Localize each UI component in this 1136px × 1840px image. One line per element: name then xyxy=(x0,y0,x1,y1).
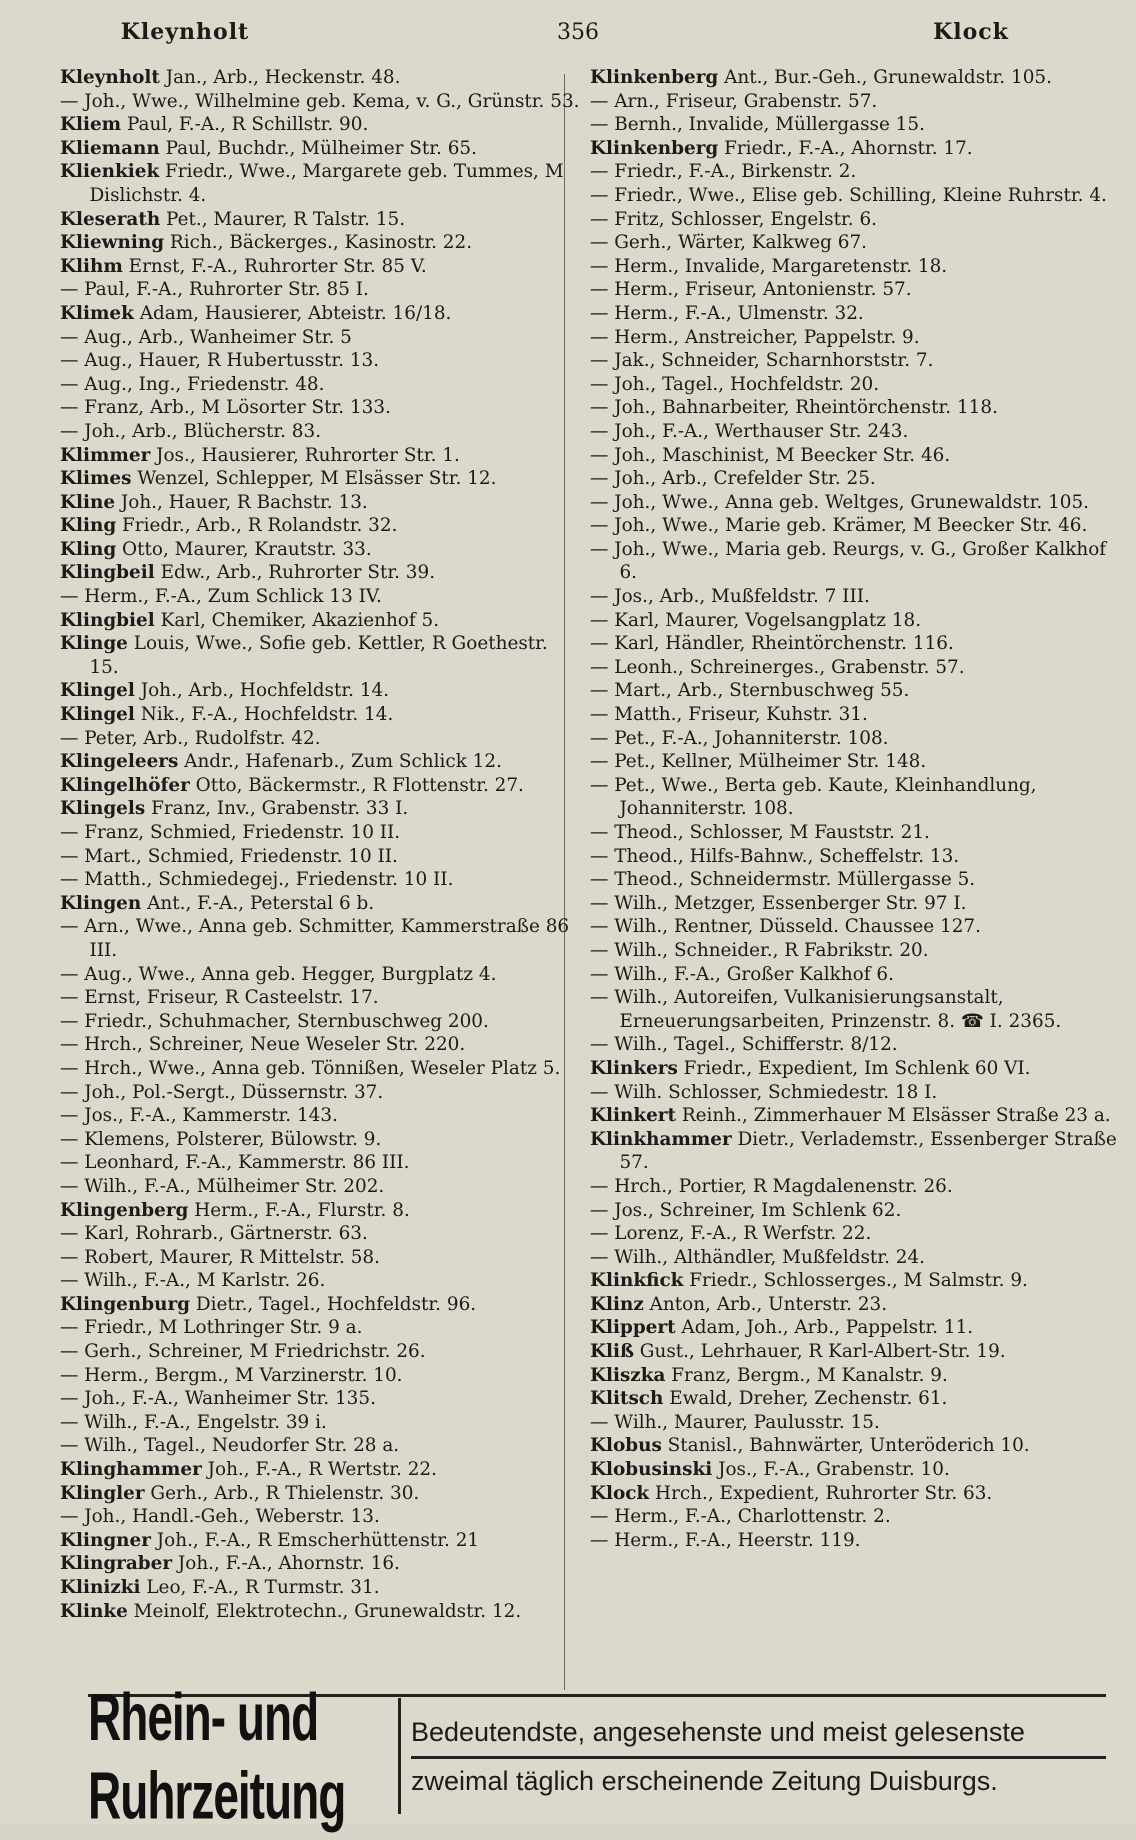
directory-entry xyxy=(590,821,1120,845)
directory-entry xyxy=(590,1529,1120,1553)
entry-details: Otto, Maurer, Krautstr. 33. xyxy=(116,538,372,560)
entry-details: — Leonhard, F.-A., Kammerstr. 86 III. xyxy=(60,1152,410,1174)
entry-surname: Klingler xyxy=(60,1482,145,1504)
directory-entry xyxy=(590,632,1120,656)
entry-surname: Klinke xyxy=(60,1600,128,1622)
directory-entry xyxy=(590,302,1120,326)
entry-details: Herm., F.-A., Flurstr. 8. xyxy=(188,1199,410,1221)
entry-details: Leo, F.-A., R Turmstr. 31. xyxy=(140,1577,380,1598)
entry-details: Rich., Bäckerges., Kasinostr. 22. xyxy=(164,232,473,254)
directory-entry xyxy=(60,727,580,751)
entry-details: — Peter, Arb., Rudolfstr. 42. xyxy=(60,727,321,749)
directory-entry xyxy=(60,1246,580,1270)
entry-details: — Herm., Invalide, Margaretenstr. 18. xyxy=(590,255,948,277)
entry-details: Louis, Wwe., Sofie geb. Kettler, R Goethestr. 15. xyxy=(89,633,548,678)
entry-surname: Klinkert xyxy=(590,1105,676,1127)
directory-entry xyxy=(60,1387,580,1411)
directory-entry xyxy=(60,679,580,703)
directory-entry xyxy=(60,208,580,232)
entry-surname: Kling xyxy=(60,538,117,560)
entry-details: — Herm., F.-A., Heerstr. 119. xyxy=(590,1529,861,1551)
entry-details: — Jos., Schreiner, Im Schlenk 62. xyxy=(590,1199,902,1221)
entry-details: — Karl, Händler, Rheintörchenstr. 116. xyxy=(590,633,954,655)
directory-entry xyxy=(590,750,1120,774)
directory-entry xyxy=(590,538,1120,585)
entry-details: Edw., Arb., Ruhrorter Str. 39. xyxy=(154,562,436,584)
entry-details: — Bernh., Invalide, Müllergasse 15. xyxy=(590,114,925,136)
entry-surname: Klinkenberg xyxy=(590,137,719,159)
entry-details: — Pet., Wwe., Berta geb. Kaute, Kleinhandlung, Johanniterstr. 108. xyxy=(590,774,1037,820)
entry-details: — Friedr., Schuhmacher, Sternbuschweg 200. xyxy=(60,1010,489,1032)
entry-surname: Klinkers xyxy=(590,1057,678,1079)
entry-details: — Aug., Ing., Friedenstr. 48. xyxy=(60,373,325,395)
entry-surname: Klingen xyxy=(60,892,142,914)
entry-details: Pet., Maurer, R Talstr. 15. xyxy=(160,208,406,230)
entry-details: — Leonh., Schreinerges., Grabenstr. 57. xyxy=(590,656,965,678)
directory-entry xyxy=(60,1081,580,1105)
entry-details: — Herm., F.-A., Ulmenstr. 32. xyxy=(590,302,864,324)
entry-details: — Mart., Arb., Sternbuschweg 55. xyxy=(590,680,910,702)
directory-entry xyxy=(590,963,1120,987)
entry-details: — Wilh., Metzger, Essenberger Str. 97 I. xyxy=(590,892,967,914)
directory-entry xyxy=(60,986,580,1010)
directory-entry xyxy=(590,90,1120,114)
directory-entry xyxy=(590,1175,1120,1199)
directory-entry xyxy=(60,66,580,90)
entry-details: Paul, Buchdr., Mülheimer Str. 65. xyxy=(159,137,477,159)
entry-details: Otto, Bäckermstr., R Flottenstr. 27. xyxy=(189,774,524,796)
directory-entry xyxy=(590,1057,1120,1081)
entry-surname: Klinz xyxy=(590,1293,644,1315)
directory-entry xyxy=(590,255,1120,279)
directory-entry xyxy=(590,1364,1120,1388)
entry-details: — Pet., F.-A., Johanniterstr. 108. xyxy=(590,727,889,749)
entry-details: — Wilh., F.-A., Mülheimer Str. 202. xyxy=(60,1175,385,1197)
ad-line-2: zweimal täglich erscheinende Zeitung Duisburgs. xyxy=(411,1765,998,1796)
entry-details: — Matth., Friseur, Kuhstr. 31. xyxy=(590,704,868,726)
entry-surname: Kliemann xyxy=(60,137,160,159)
entry-details: — Theod., Hilfs-Bahnw., Scheffelstr. 13. xyxy=(590,845,960,867)
directory-entry xyxy=(60,1269,580,1293)
entry-surname: Kliszka xyxy=(590,1364,666,1386)
entry-surname: Kliß xyxy=(590,1341,634,1363)
directory-entry xyxy=(590,1246,1120,1270)
directory-entry xyxy=(60,868,580,892)
directory-entry xyxy=(590,868,1120,892)
directory-entry xyxy=(590,1458,1120,1482)
directory-entry xyxy=(590,396,1120,420)
directory-entry xyxy=(60,113,580,137)
entry-details: — Gerh., Wärter, Kalkweg 67. xyxy=(590,232,867,254)
directory-entry xyxy=(590,703,1120,727)
directory-entry xyxy=(60,1529,580,1553)
directory-entry xyxy=(60,1010,580,1034)
entry-surname: Klimek xyxy=(60,302,134,324)
entry-details: Friedr., Arb., R Rolandstr. 32. xyxy=(116,515,398,537)
directory-entry xyxy=(60,609,580,633)
entry-details: — Wilh., F.-A., Engelstr. 39 i. xyxy=(60,1411,327,1433)
entry-details: — Mart., Schmied, Friedenstr. 10 II. xyxy=(60,845,398,867)
directory-entry xyxy=(60,797,580,821)
directory-entry xyxy=(590,1387,1120,1411)
directory-entry xyxy=(60,1505,580,1529)
entry-details: — Aug., Arb., Wanheimer Str. 5 xyxy=(60,326,352,348)
entry-surname: Klock xyxy=(590,1482,650,1504)
directory-entry xyxy=(60,1482,580,1506)
entry-surname: Klingraber xyxy=(60,1553,173,1575)
entry-details: Franz, Inv., Grabenstr. 33 I. xyxy=(145,798,409,820)
directory-entry xyxy=(590,1128,1120,1175)
entry-details: Ernst, F.-A., Ruhrorter Str. 85 V. xyxy=(122,255,427,277)
directory-entry xyxy=(590,160,1120,184)
entry-details: Gerh., Arb., R Thielenstr. 30. xyxy=(144,1482,420,1504)
directory-entry xyxy=(60,892,580,916)
entry-details: — Herm., Friseur, Antonienstr. 57. xyxy=(590,279,912,301)
entry-details: — Franz, Arb., M Lösorter Str. 133. xyxy=(60,397,391,419)
entry-details: — Arn., Friseur, Grabenstr. 57. xyxy=(590,90,878,112)
entry-details: — Karl, Maurer, Vogelsangplatz 18. xyxy=(590,609,922,631)
ad-brand-name: Rhein- und Ruhrzeitung xyxy=(88,1679,346,1833)
entry-details: Friedr., Wwe., Margarete geb. Tummes, M Dislichstr. 4. xyxy=(89,161,564,206)
entry-surname: Klingelhöfer xyxy=(60,774,190,796)
directory-entry xyxy=(590,1505,1120,1529)
entry-details: Hrch., Expedient, Ruhrorter Str. 63. xyxy=(649,1482,993,1504)
entry-details: — Joh., Arb., Crefelder Str. 25. xyxy=(590,468,876,490)
entry-details: Karl, Chemiker, Akazienhof 5. xyxy=(154,609,440,631)
directory-entry xyxy=(60,1033,580,1057)
directory-entry xyxy=(60,538,580,562)
entry-details: — Theod., Schlosser, M Fauststr. 21. xyxy=(590,822,930,843)
entry-details: — Matth., Schmiedegej., Friedenstr. 10 II. xyxy=(60,869,454,891)
directory-entry xyxy=(60,821,580,845)
entry-surname: Klimmer xyxy=(60,444,151,466)
entry-surname: Kline xyxy=(60,491,116,513)
entry-details: — Joh., Wwe., Maria geb. Reurgs, v. G., Großer Kalkhof 6. xyxy=(590,538,1107,584)
entry-details: — Wilh., Autoreifen, Vulkanisierungsanstalt, Erneuerungsarbeiten, Prinzenstr. 8. ☎ I. 2365. xyxy=(590,987,1062,1032)
directory-entry xyxy=(590,1199,1120,1223)
directory-entry xyxy=(590,1316,1120,1340)
directory-entry xyxy=(590,892,1120,916)
entry-details: — Joh., Wwe., Marie geb. Krämer, M Beecker Str. 46. xyxy=(590,515,1088,537)
directory-entry xyxy=(60,1151,580,1175)
entry-details: Stanisl., Bahnwärter, Unteröderich 10. xyxy=(661,1435,1030,1457)
entry-details: — Aug., Hauer, R Hubertusstr. 13. xyxy=(60,350,380,372)
directory-entry xyxy=(60,1576,580,1600)
entry-surname: Kliem xyxy=(60,114,122,136)
entry-details: — Wilh., Tagel., Neudorfer Str. 28 a. xyxy=(60,1435,400,1457)
directory-entry xyxy=(590,113,1120,137)
entry-details: — Arn., Wwe., Anna geb. Schmitter, Kammerstraße 86 III. xyxy=(60,916,570,961)
entry-surname: Klienkiek xyxy=(60,161,160,183)
entry-details: — Franz, Schmied, Friedenstr. 10 II. xyxy=(60,822,401,843)
directory-entry xyxy=(590,137,1120,161)
entry-surname: Klingels xyxy=(60,798,146,820)
directory-entry xyxy=(60,302,580,326)
directory-entry xyxy=(60,396,580,420)
entry-details: Jos., F.-A., Grabenstr. 10. xyxy=(712,1459,950,1481)
directory-entry xyxy=(590,514,1120,538)
page-header xyxy=(60,14,1096,50)
entry-details: Joh., F.-A., R Emscherhüttenstr. 21 xyxy=(150,1529,480,1551)
entry-details: — Ernst, Friseur, R Casteelstr. 17. xyxy=(60,987,379,1009)
directory-entry xyxy=(60,845,580,869)
directory-entry xyxy=(60,90,580,114)
directory-entry xyxy=(590,184,1120,208)
entry-details: Jan., Arb., Heckenstr. 48. xyxy=(159,67,401,88)
entry-details: Nik., F.-A., Hochfeldstr. 14. xyxy=(134,704,394,726)
entry-details: Friedr., Schlosserges., M Salmstr. 9. xyxy=(683,1270,1028,1292)
entry-surname: Klingel xyxy=(60,680,135,702)
entry-details: — Joh., Tagel., Hochfeldstr. 20. xyxy=(590,373,880,395)
directory-entry xyxy=(590,609,1120,633)
directory-entry xyxy=(60,444,580,468)
entry-details: — Wilh., Althändler, Mußfeldstr. 24. xyxy=(590,1246,926,1268)
entry-details: — Joh., Wwe., Anna geb. Weltges, Grunewaldstr. 105. xyxy=(590,491,1090,513)
entry-details: — Herm., F.-A., Charlottenstr. 2. xyxy=(590,1506,891,1528)
entry-details: — Jos., Arb., Mußfeldstr. 7 III. xyxy=(590,586,870,608)
directory-entry xyxy=(60,137,580,161)
entry-details: Joh., F.-A., Ahornstr. 16. xyxy=(172,1553,400,1575)
directory-entry xyxy=(60,1175,580,1199)
newspaper-advertisement xyxy=(88,1679,1106,1833)
entry-surname: Klippert xyxy=(590,1317,676,1339)
entry-surname: Klinge xyxy=(60,633,128,655)
entry-details: — Joh., Wwe., Wilhelmine geb. Kema, v. G., Grünstr. 53. xyxy=(60,90,580,112)
entry-details: Ant., F.-A., Peterstal 6 b. xyxy=(141,892,375,914)
entry-details: — Joh., Maschinist, M Beecker Str. 46. xyxy=(590,444,951,466)
entry-details: — Jak., Schneider, Scharnhorststr. 7. xyxy=(590,350,934,372)
directory-entry xyxy=(590,326,1120,350)
ad-line-1: Bedeutendste, angesehenste und meist gelesenste xyxy=(411,1710,1106,1759)
directory-entry xyxy=(590,278,1120,302)
entry-surname: Klobusinski xyxy=(590,1459,713,1481)
directory-entry xyxy=(590,1222,1120,1246)
directory-entry xyxy=(590,774,1120,821)
directory-entry xyxy=(60,750,580,774)
entry-surname: Klinkfick xyxy=(590,1270,684,1292)
entry-details: — Wilh., Tagel., Schifferstr. 8/12. xyxy=(590,1034,898,1056)
entry-surname: Klinizki xyxy=(60,1577,141,1598)
entry-details: — Robert, Maurer, R Mittelstr. 58. xyxy=(60,1246,380,1268)
entry-surname: Klingner xyxy=(60,1529,151,1551)
directory-entry xyxy=(60,1316,580,1340)
entry-surname: Klingenburg xyxy=(60,1293,191,1315)
entry-details: — Wilh. Schlosser, Schmiedestr. 18 I. xyxy=(590,1081,938,1103)
directory-entry xyxy=(590,491,1120,515)
directory-entry xyxy=(590,1104,1120,1128)
directory-entry xyxy=(590,66,1120,90)
entry-details: — Joh., F.-A., Wanheimer Str. 135. xyxy=(60,1388,376,1410)
directory-entry xyxy=(60,278,580,302)
entry-details: — Wilh., F.-A., Großer Kalkhof 6. xyxy=(590,963,894,985)
directory-entry xyxy=(60,1411,580,1435)
entry-details: — Joh., F.-A., Werthauser Str. 243. xyxy=(590,420,909,442)
entry-details: Meinolf, Elektrotechn., Grunewaldstr. 12. xyxy=(127,1600,522,1622)
directory-entry xyxy=(60,1128,580,1152)
directory-entry xyxy=(590,939,1120,963)
entry-details: — Wilh., Rentner, Düsseld. Chaussee 127. xyxy=(590,916,981,938)
directory-entry xyxy=(590,373,1120,397)
entry-surname: Klingbiel xyxy=(60,609,155,631)
entry-details: — Fritz, Schlosser, Engelstr. 6. xyxy=(590,208,878,230)
entry-details: Dietr., Verlademstr., Essenberger Straße 57. xyxy=(619,1128,1117,1174)
directory-entry xyxy=(590,1269,1120,1293)
entry-surname: Kleserath xyxy=(60,208,161,230)
entry-details: Gust., Lehrhauer, R Karl-Albert-Str. 19. xyxy=(633,1341,1006,1363)
directory-entry xyxy=(60,231,580,255)
directory-entry xyxy=(60,774,580,798)
directory-entry xyxy=(60,915,580,962)
directory-entry xyxy=(590,1033,1120,1057)
directory-entry xyxy=(60,255,580,279)
entry-surname: Klingenberg xyxy=(60,1199,189,1221)
directory-entry xyxy=(590,1293,1120,1317)
directory-entry xyxy=(60,1458,580,1482)
entry-surname: Klingeleers xyxy=(60,751,179,773)
entry-surname: Klihm xyxy=(60,255,123,277)
entry-details: Joh., Hauer, R Bachstr. 13. xyxy=(115,491,368,513)
entry-surname: Klingel xyxy=(60,704,135,726)
entry-details: — Theod., Schneidermstr. Müllergasse 5. xyxy=(590,869,976,891)
right-column xyxy=(590,66,1120,1552)
entry-details: Adam, Hausierer, Abteistr. 16/18. xyxy=(133,302,452,324)
directory-entry xyxy=(60,326,580,350)
entry-details: Ant., Bur.-Geh., Grunewaldstr. 105. xyxy=(718,67,1052,88)
entry-surname: Klimes xyxy=(60,468,132,490)
directory-entry xyxy=(60,1199,580,1223)
directory-entry xyxy=(590,444,1120,468)
directory-entry xyxy=(590,420,1120,444)
directory-entry xyxy=(60,1057,580,1081)
entry-details: — Wilh., F.-A., M Karlstr. 26. xyxy=(60,1270,326,1292)
entry-details: — Joh., Bahnarbeiter, Rheintörchenstr. 118. xyxy=(590,397,998,419)
directory-entry xyxy=(60,1104,580,1128)
entry-details: — Klemens, Polsterer, Bülowstr. 9. xyxy=(60,1128,382,1150)
entry-details: — Karl, Rohrarb., Gärtnerstr. 63. xyxy=(60,1223,368,1245)
directory-entry xyxy=(590,845,1120,869)
entry-details: Friedr., F.-A., Ahornstr. 17. xyxy=(718,137,973,159)
directory-entry xyxy=(590,467,1120,491)
directory-entry xyxy=(590,208,1120,232)
entry-details: — Hrch., Portier, R Magdalenenstr. 26. xyxy=(590,1175,953,1197)
entry-details: Adam, Joh., Arb., Pappelstr. 11. xyxy=(675,1317,974,1339)
directory-entry xyxy=(590,231,1120,255)
entry-details: Joh., F.-A., R Wertstr. 22. xyxy=(201,1459,437,1481)
directory-entry xyxy=(590,1411,1120,1435)
entry-details: — Wilh., Schneider., R Fabrikstr. 20. xyxy=(590,939,929,961)
directory-entry xyxy=(60,585,580,609)
directory-entry xyxy=(60,1600,580,1624)
directory-entry xyxy=(60,703,580,727)
entry-details: — Gerh., Schreiner, M Friedrichstr. 26. xyxy=(60,1341,426,1363)
directory-entry xyxy=(590,585,1120,609)
directory-entry xyxy=(590,349,1120,373)
directory-entry xyxy=(590,986,1120,1033)
directory-entry xyxy=(60,420,580,444)
entry-details: — Lorenz, F.-A., R Werfstr. 22. xyxy=(590,1223,872,1245)
entry-details: — Hrch., Wwe., Anna geb. Tönnißen, Weseler Platz 5. xyxy=(60,1057,561,1079)
entry-details: Ewald, Dreher, Zechenstr. 61. xyxy=(663,1388,948,1410)
directory-entry xyxy=(60,1552,580,1576)
directory-entry xyxy=(590,1434,1120,1458)
entry-details: — Herm., F.-A., Zum Schlick 13 IV. xyxy=(60,586,382,608)
entry-details: — Paul, F.-A., Ruhrorter Str. 85 I. xyxy=(60,279,369,301)
entry-details: — Hrch., Schreiner, Neue Weseler Str. 220. xyxy=(60,1034,466,1056)
entry-details: — Aug., Wwe., Anna geb. Hegger, Burgplatz 4. xyxy=(60,963,497,985)
directory-entry xyxy=(60,632,580,679)
entry-details: — Herm., Bergm., M Varzinerstr. 10. xyxy=(60,1364,403,1386)
entry-surname: Kleynholt xyxy=(60,67,160,88)
directory-entry xyxy=(60,514,580,538)
directory-entry xyxy=(60,561,580,585)
entry-details: Paul, F.-A., R Schillstr. 90. xyxy=(121,114,369,136)
directory-entry xyxy=(590,656,1120,680)
entry-surname: Klingbeil xyxy=(60,562,155,584)
entry-surname: Kliewning xyxy=(60,232,165,254)
header-left-keyword: Kleynholt xyxy=(120,19,250,45)
page-number: 356 xyxy=(557,19,599,45)
entry-details: — Friedr., Wwe., Elise geb. Schilling, Kleine Ruhrstr. 4. xyxy=(590,184,1107,206)
entry-surname: Klinghammer xyxy=(60,1459,202,1481)
directory-entry xyxy=(590,727,1120,751)
entry-details: Wenzel, Schlepper, M Elsässer Str. 12. xyxy=(131,468,497,490)
ad-text-block xyxy=(398,1698,1106,1814)
entry-details: Joh., Arb., Hochfeldstr. 14. xyxy=(134,680,390,702)
entry-details: Reinh., Zimmerhauer M Elsässer Straße 23 a. xyxy=(675,1105,1111,1127)
directory-entry xyxy=(60,160,580,207)
entry-details: — Wilh., Maurer, Paulusstr. 15. xyxy=(590,1411,880,1433)
directory-entry xyxy=(60,467,580,491)
directory-entry xyxy=(60,1293,580,1317)
entry-surname: Klitsch xyxy=(590,1388,664,1410)
entry-details: — Jos., F.-A., Kammerstr. 143. xyxy=(60,1105,338,1127)
entry-details: Anton, Arb., Unterstr. 23. xyxy=(643,1293,888,1315)
directory-entry xyxy=(60,1340,580,1364)
entry-details: — Herm., Anstreicher, Pappelstr. 9. xyxy=(590,326,920,348)
entry-details: Franz, Bergm., M Kanalstr. 9. xyxy=(665,1364,948,1386)
entry-details: Jos., Hausierer, Ruhrorter Str. 1. xyxy=(150,444,460,466)
entry-details: Friedr., Expedient, Im Schlenk 60 VI. xyxy=(677,1057,1031,1079)
header-right-keyword: Klock xyxy=(933,19,1009,45)
entry-surname: Kling xyxy=(60,515,117,537)
entry-details: — Joh., Arb., Blücherstr. 83. xyxy=(60,420,322,442)
entry-surname: Klinkhammer xyxy=(590,1128,732,1150)
directory-entry xyxy=(60,491,580,515)
entry-details: — Friedr., M Lothringer Str. 9 a. xyxy=(60,1317,363,1339)
entry-surname: Klobus xyxy=(590,1435,662,1457)
directory-entry xyxy=(60,963,580,987)
directory-entry xyxy=(60,1364,580,1388)
entry-details: Andr., Hafenarb., Zum Schlick 12. xyxy=(178,751,502,773)
entry-details: — Joh., Handl.-Geh., Weberstr. 13. xyxy=(60,1506,380,1528)
entry-details: — Friedr., F.-A., Birkenstr. 2. xyxy=(590,161,857,183)
directory-entry xyxy=(590,1340,1120,1364)
directory-entry xyxy=(60,1222,580,1246)
directory-entry xyxy=(590,1482,1120,1506)
directory-entry xyxy=(590,1081,1120,1105)
entry-details: Dietr., Tagel., Hochfeldstr. 96. xyxy=(190,1293,477,1315)
directory-entry xyxy=(60,1434,580,1458)
entry-surname: Klinkenberg xyxy=(590,67,719,88)
entry-details: — Joh., Pol.-Sergt., Düssernstr. 37. xyxy=(60,1081,384,1103)
directory-entry xyxy=(60,349,580,373)
directory-entry xyxy=(590,679,1120,703)
entry-details: — Pet., Kellner, Mülheimer Str. 148. xyxy=(590,751,927,773)
directory-entry xyxy=(60,373,580,397)
directory-entry xyxy=(590,915,1120,939)
left-column xyxy=(60,66,580,1623)
